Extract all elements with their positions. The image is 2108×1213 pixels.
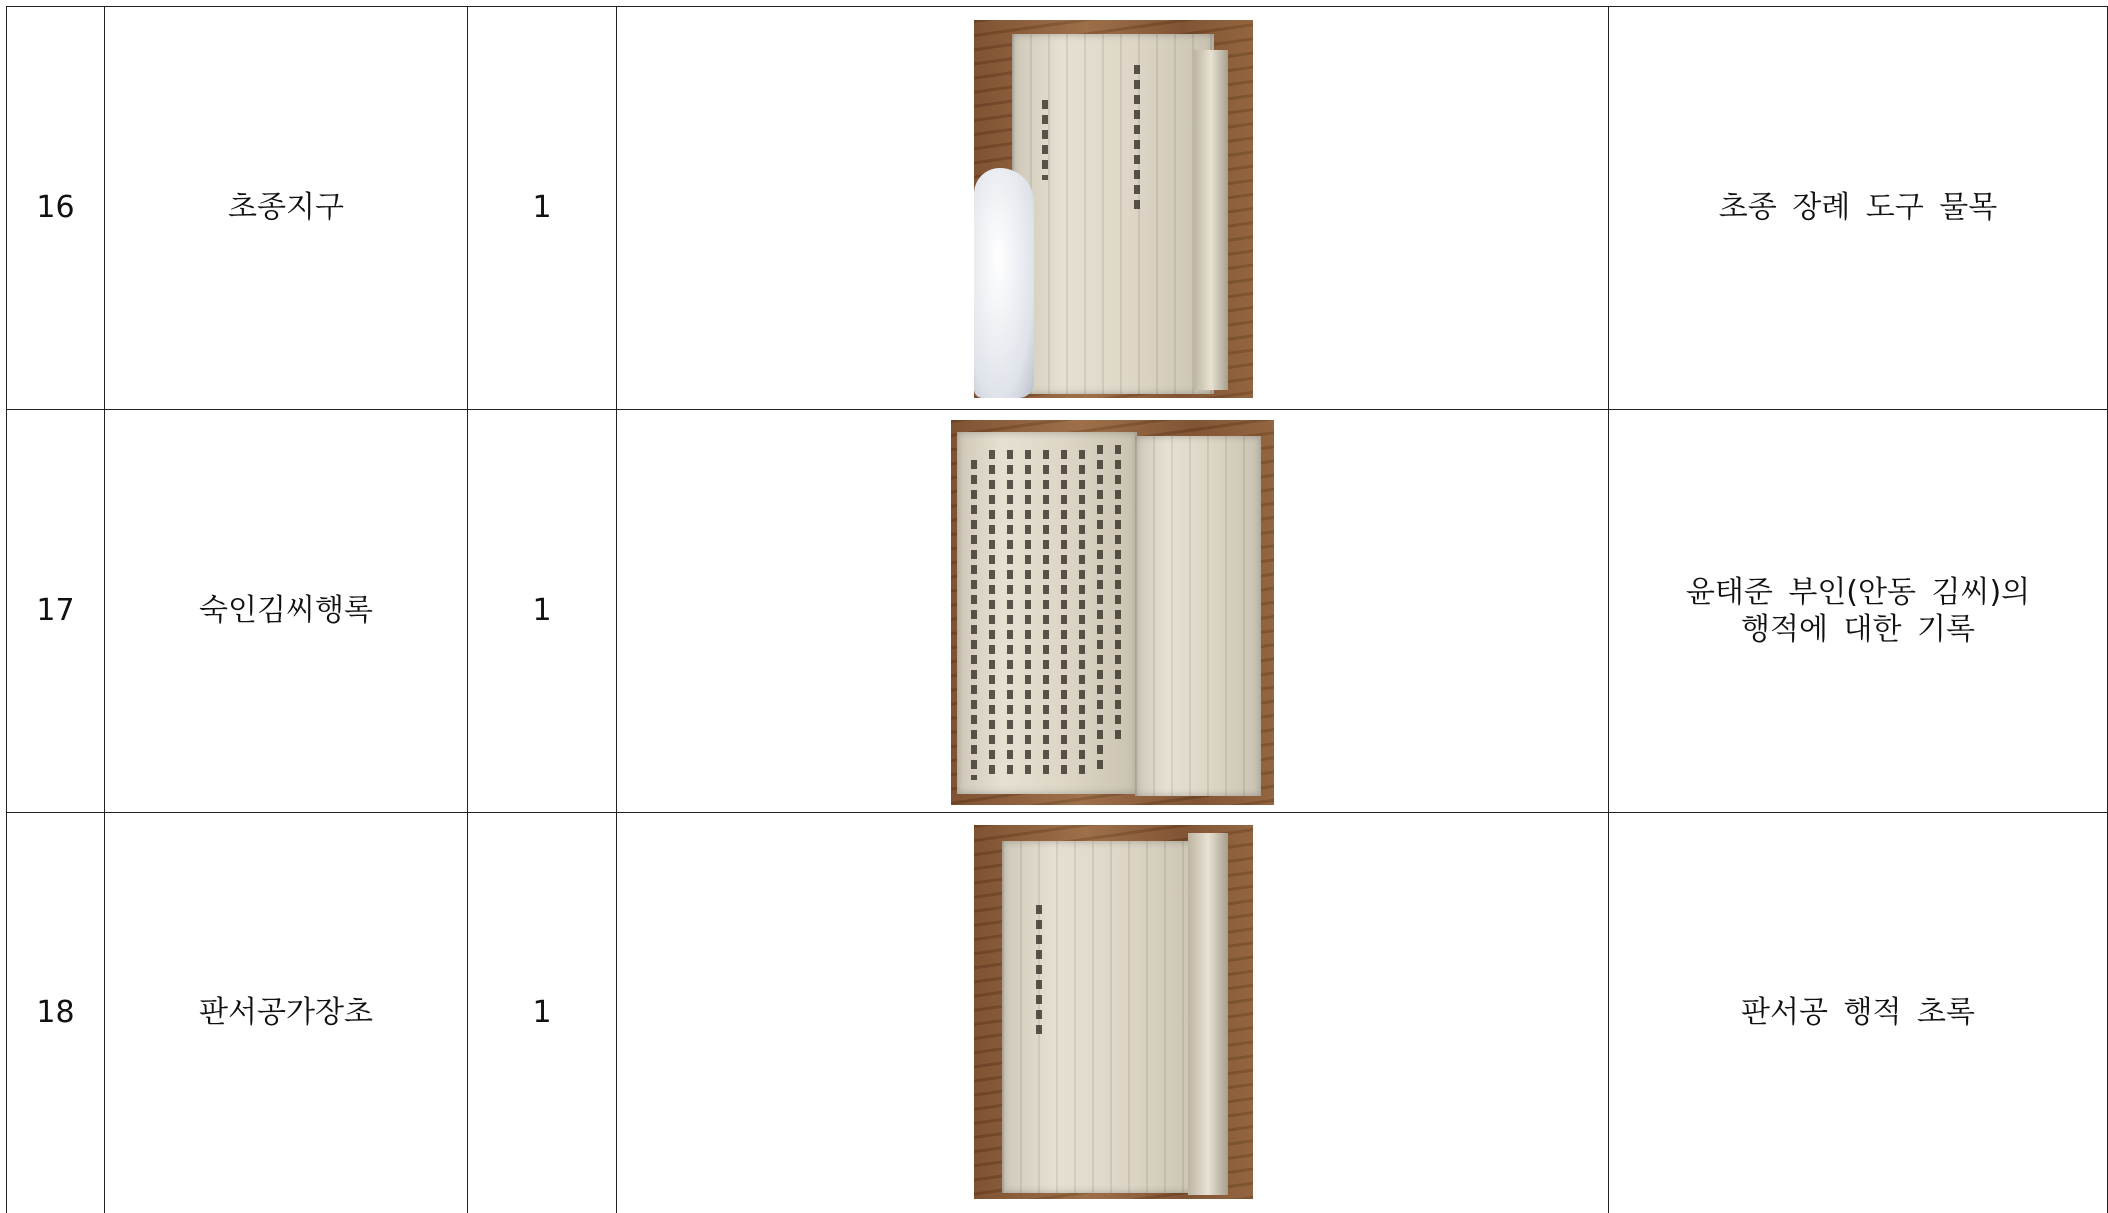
count-cell: [468, 410, 617, 813]
photo-script: [1079, 450, 1085, 780]
row-number-cell: [7, 813, 105, 1213]
document-photo: [974, 825, 1253, 1199]
records-table: [6, 6, 2108, 1213]
count-cell: [468, 813, 617, 1213]
photo-page: [1002, 841, 1208, 1193]
photo-script: [1036, 905, 1042, 1035]
document-count: 1: [532, 593, 552, 629]
document-description: 윤태준 부인(안동 김씨)의 행적에 대한 기록: [1685, 574, 2031, 647]
document-description: 초종 장례 도구 물목: [1718, 190, 1998, 226]
document-title: 초종지구: [228, 190, 344, 226]
photo-script: [1043, 450, 1049, 780]
photo-script: [1025, 450, 1031, 780]
title-cell: [105, 813, 468, 1213]
photo-page-right: [1135, 436, 1261, 796]
glove-image: [974, 168, 1034, 398]
description-cell: [1609, 410, 2108, 813]
photo-cell: [617, 410, 1609, 813]
row-number-cell: [7, 7, 105, 410]
photo-script: [1115, 445, 1121, 745]
document-title: 숙인김씨행록: [199, 593, 373, 629]
row-number-cell: [7, 410, 105, 813]
photo-script: [1097, 445, 1103, 775]
photo-script: [1134, 65, 1140, 215]
photo-script: [971, 460, 977, 780]
title-cell: [105, 7, 468, 410]
row-number: 16: [36, 190, 75, 226]
document-photo: [974, 20, 1253, 398]
document-count: 1: [532, 995, 552, 1030]
table-row: [7, 7, 2108, 410]
title-cell: [105, 410, 468, 813]
photo-script: [1042, 100, 1048, 180]
description-cell: [1609, 7, 2108, 410]
document-photo: [951, 420, 1274, 805]
photo-cell: [617, 7, 1609, 410]
photo-script: [1007, 450, 1013, 780]
document-title: 판서공가장초: [199, 995, 373, 1030]
document-count: 1: [532, 190, 552, 226]
row-number: 17: [36, 593, 75, 629]
table-row: [7, 813, 2108, 1213]
count-cell: [468, 7, 617, 410]
photo-cell: [617, 813, 1609, 1213]
photo-script: [989, 450, 995, 780]
photo-spine: [1188, 833, 1228, 1195]
photo-script: [1061, 450, 1067, 780]
table-row: [7, 410, 2108, 813]
document-description: 판서공 행적 초록: [1741, 995, 1975, 1030]
row-number: 18: [36, 995, 75, 1030]
description-cell: [1609, 813, 2108, 1213]
photo-page: [1012, 34, 1214, 394]
photo-spine: [1194, 50, 1228, 390]
